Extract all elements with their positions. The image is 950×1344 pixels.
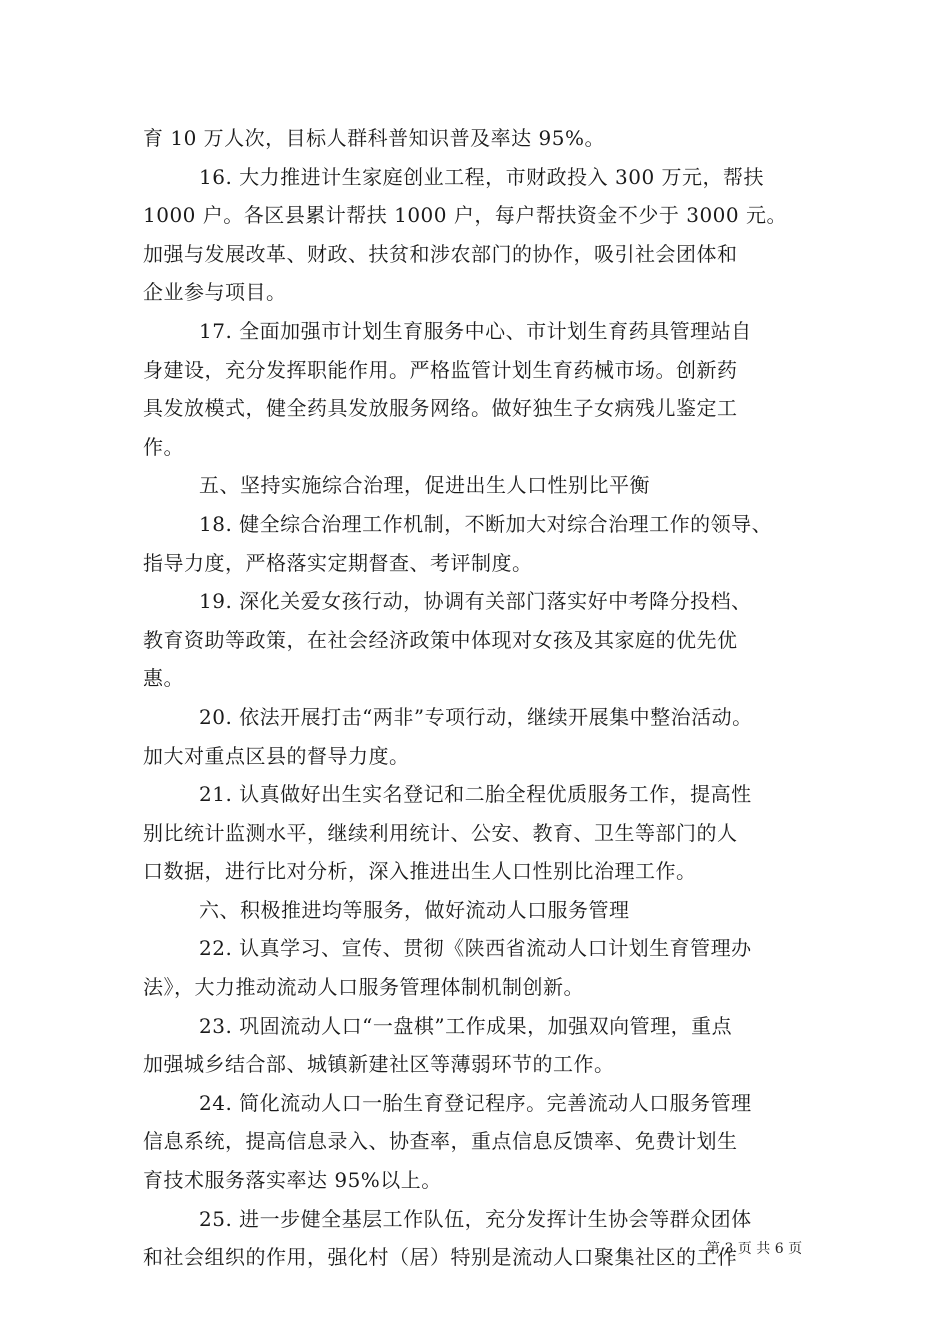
text-line: 1000 户。各区县累计帮扶 1000 户，每户帮扶资金不少于 3000 元。 (143, 203, 787, 228)
text-line: 23. 巩固流动人口“一盘棋”工作成果，加强双向管理，重点 (199, 1013, 733, 1038)
text-line: 身建设，充分发挥职能作用。严格监管计划生育药械市场。创新药 (143, 357, 738, 382)
text-line: 21. 认真做好出生实名登记和二胎全程优质服务工作，提高性 (199, 782, 752, 807)
text-line: 16. 大力推进计生家庭创业工程，市财政投入 300 万元，帮扶 (199, 164, 765, 189)
text-line: 和社会组织的作用，强化村（居）特别是流动人口聚集社区的工作 (143, 1245, 738, 1270)
text-line: 加大对重点区县的督导力度。 (143, 743, 410, 768)
text-line: 作。 (143, 434, 184, 459)
text-line: 18. 健全综合治理工作机制，不断加大对综合治理工作的领导、 (199, 511, 773, 536)
text-line: 口数据，进行比对分析，深入推进出生人口性别比治理工作。 (143, 859, 697, 884)
text-line: 惠。 (143, 666, 184, 691)
text-line: 加强与发展改革、财政、扶贫和涉农部门的协作，吸引社会团体和 (143, 241, 738, 266)
text-line: 24. 简化流动人口一胎生育登记程序。完善流动人口服务管理 (199, 1090, 752, 1115)
text-line: 20. 依法开展打击“两非”专项行动，继续开展集中整治活动。 (199, 704, 753, 729)
text-line: 育技术服务落实率达 95%以上。 (143, 1168, 442, 1193)
text-line: 22. 认真学习、宣传、贯彻《陕西省流动人口计划生育管理办 (199, 936, 752, 961)
text-line: 六、积极推进均等服务，做好流动人口服务管理 (199, 897, 630, 922)
text-line: 信息系统，提高信息录入、协查率，重点信息反馈率、免费计划生 (143, 1129, 738, 1154)
text-line: 企业参与项目。 (143, 280, 287, 305)
text-line: 25. 进一步健全基层工作队伍，充分发挥计生协会等群众团体 (199, 1206, 752, 1231)
text-line: 别比统计监测水平，继续利用统计、公安、教育、卫生等部门的人 (143, 820, 738, 845)
text-line: 五、坚持实施综合治理，促进出生人口性别比平衡 (199, 473, 650, 498)
page-number: 第 3 页 共 6 页 (706, 1241, 803, 1257)
document-body (143, 119, 833, 1277)
text-line: 17. 全面加强市计划生育服务中心、市计划生育药具管理站自 (199, 318, 752, 343)
text-line: 法》，大力推动流动人口服务管理体制机制创新。 (143, 975, 584, 1000)
text-line: 教育资助等政策，在社会经济政策中体现对女孩及其家庭的优先优 (143, 627, 738, 652)
text-line: 加强城乡结合部、城镇新建社区等薄弱环节的工作。 (143, 1052, 615, 1077)
text-line: 育 10 万人次，目标人群科普知识普及率达 95%。 (143, 126, 605, 150)
text-line: 指导力度，严格落实定期督查、考评制度。 (143, 550, 533, 575)
text-line: 具发放模式，健全药具发放服务网络。做好独生子女病残儿鉴定工 (143, 396, 738, 421)
text-line: 19. 深化关爱女孩行动，协调有关部门落实好中考降分投档、 (199, 589, 752, 614)
